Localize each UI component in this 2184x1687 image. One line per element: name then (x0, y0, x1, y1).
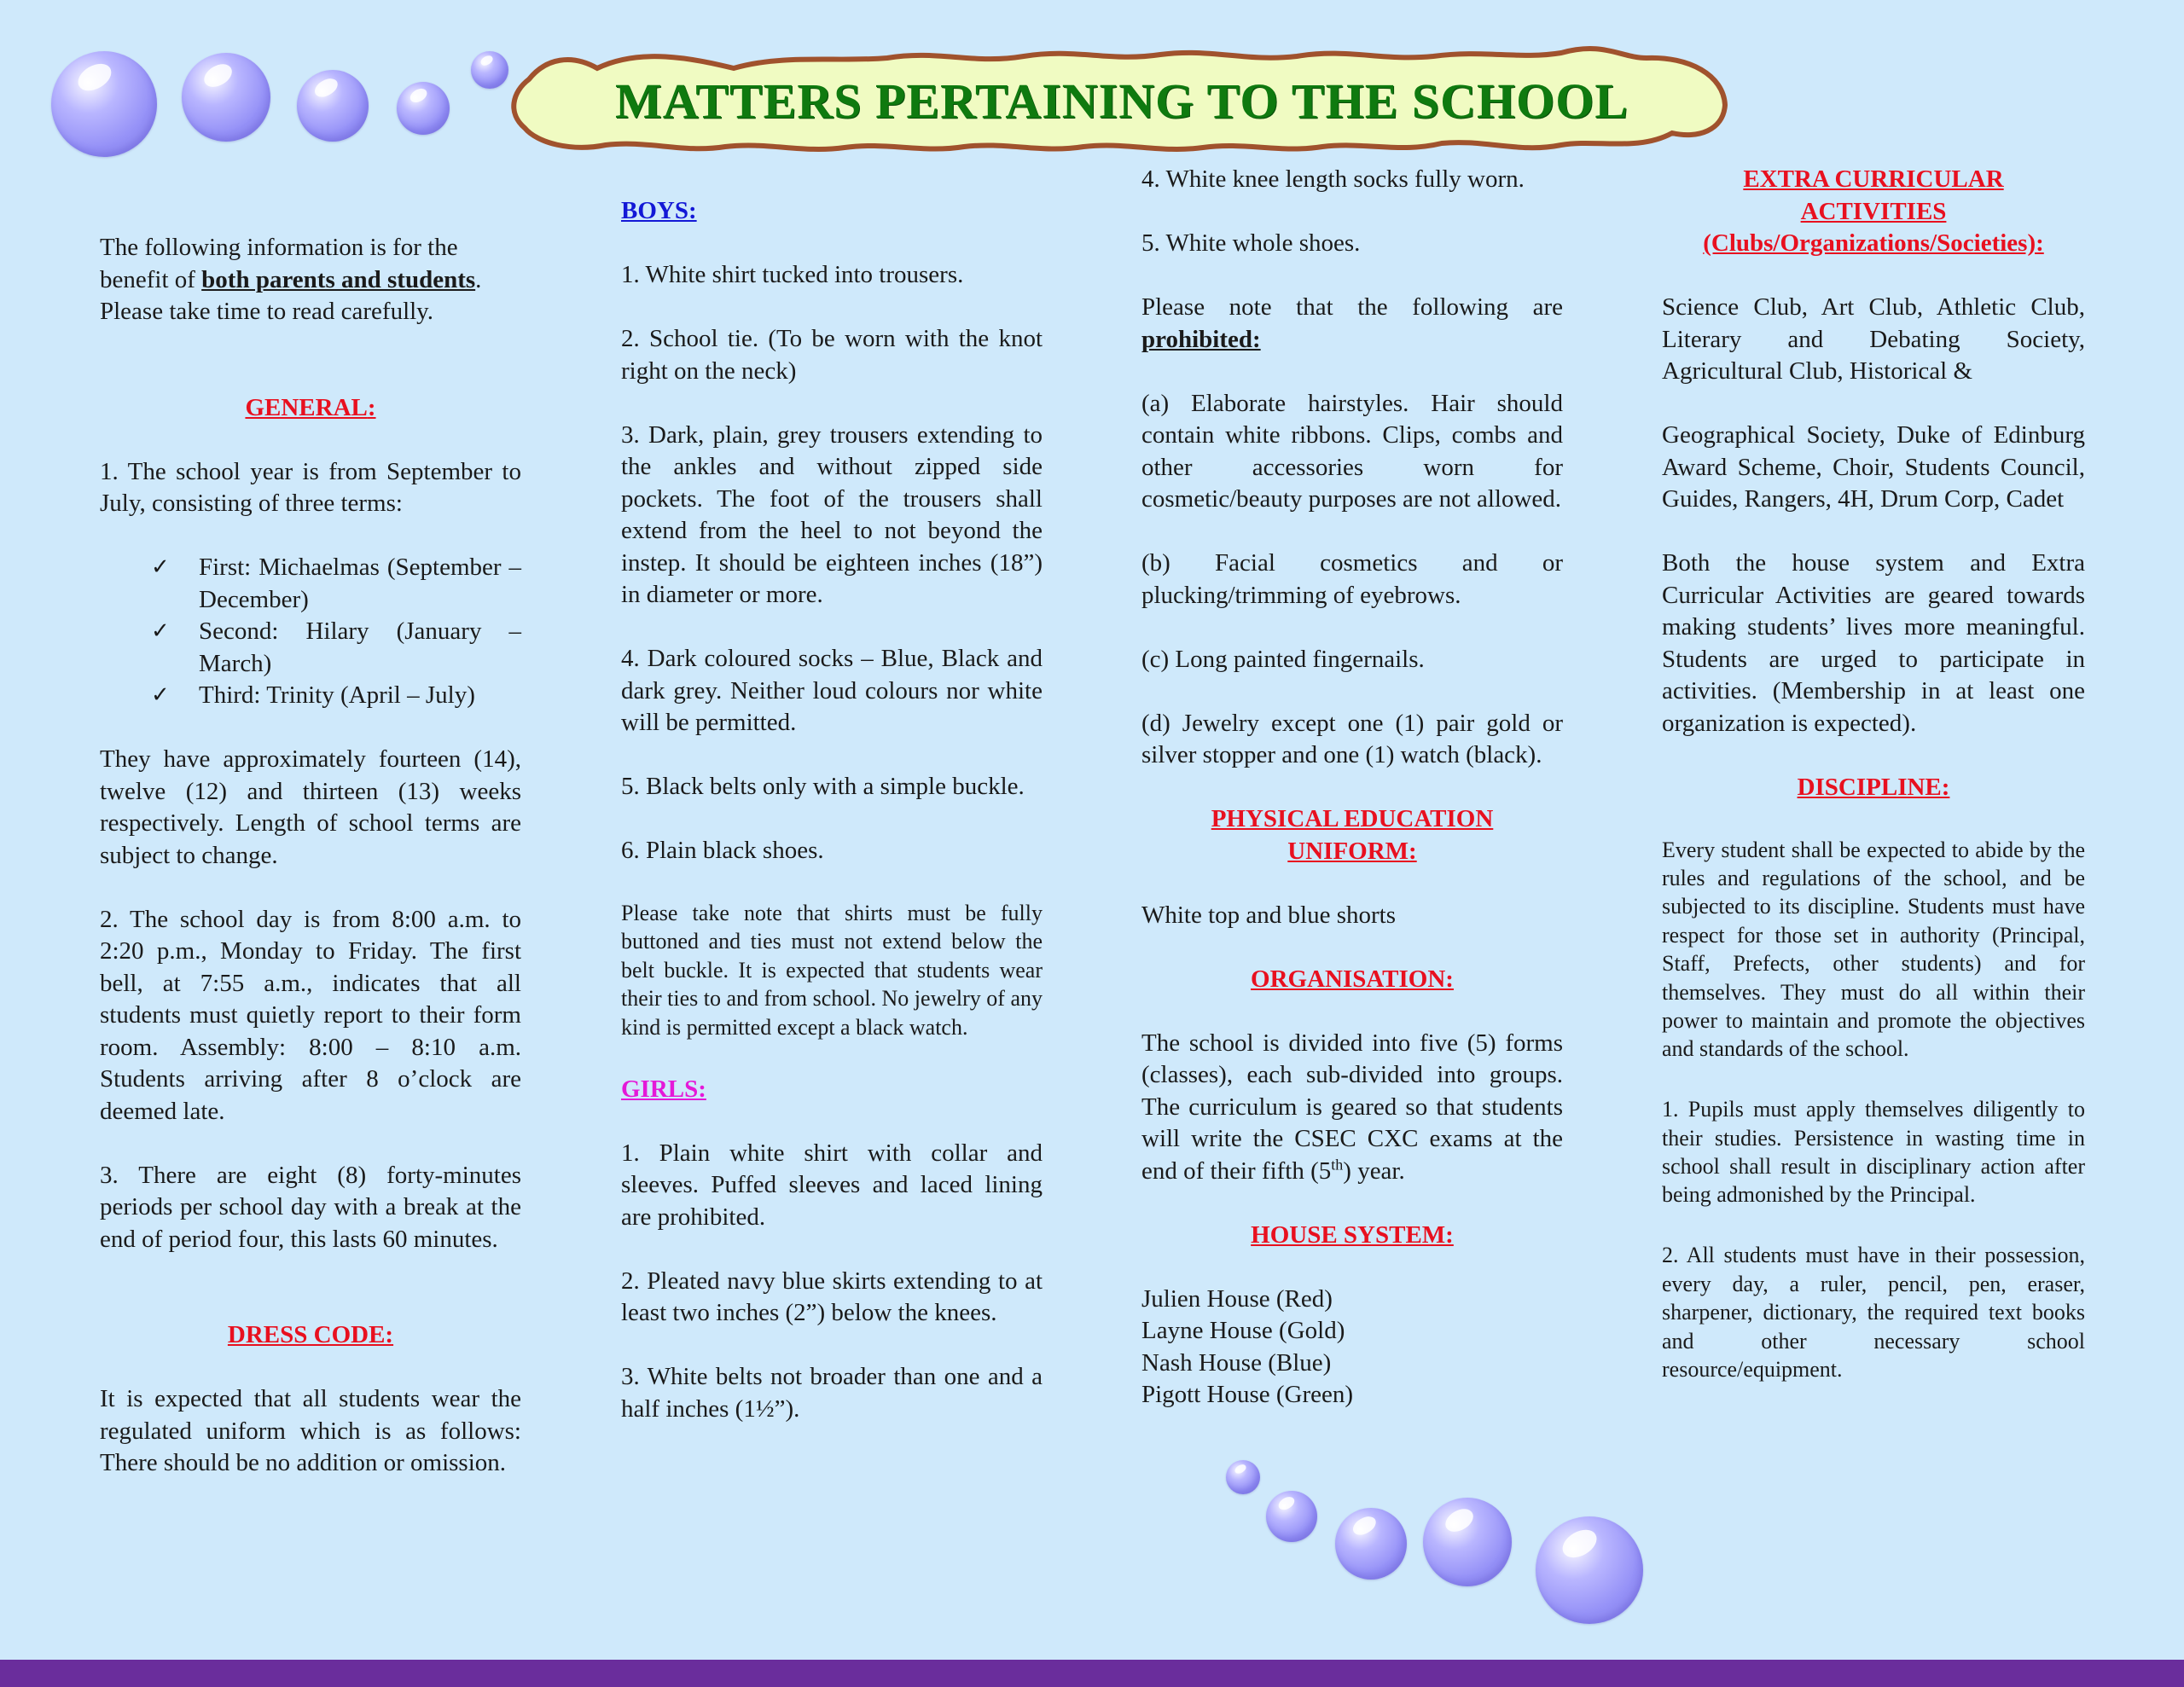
extra-curricular-heading: EXTRA CURRICULAR ACTIVITIES (Clubs/Organizations/Societies): (1703, 165, 2044, 257)
bubble-decoration (182, 53, 270, 142)
column-1 (100, 232, 521, 1480)
dress-code-heading: DRESS CODE: (227, 1321, 394, 1348)
house-item: Pigott House (Green) (1141, 1381, 1354, 1408)
organisation-text: The school is divided into five (5) forms (classes), each sub-divided into groups. The curriculum is geared so that students will write the CSEC CXC exams at the end of their fifth (5th) year. (1141, 1029, 1563, 1185)
discipline-item: 2. All students must have in their possession, every day, a ruler, pencil, pen, eraser, sharpener, dictionary, the required text books and other necessary school resource/equipment. (1662, 1243, 2085, 1382)
girls-item: 3. White belts not broader than one and a half inches (1½”). (621, 1363, 1043, 1423)
term-item: ✓ Third: Trinity (April – July) (151, 680, 521, 712)
check-icon: ✓ (151, 682, 170, 708)
boys-heading: BOYS: (621, 197, 697, 224)
organisation-heading: ORGANISATION: (1251, 965, 1454, 993)
general-item-3: 3. There are eight (8) forty-minutes periods per school day with a break at the end of period four, this lasts 60 minutes. (100, 1161, 521, 1253)
boys-item: 1. White shirt tucked into trousers. (621, 261, 964, 288)
prohibited-item: (d) Jewelry except one (1) pair gold or silver stopper and one (1) watch (black). (1141, 709, 1563, 768)
terms-list (100, 552, 521, 712)
bubble-decoration (297, 70, 369, 142)
boys-item: 2. School tie. (To be worn with the knot right on the neck) (621, 325, 1043, 385)
clubs-text: Science Club, Art Club, Athletic Club, Literary and Debating Society, Agricultural Club, Historical & (1662, 293, 2085, 385)
column-3 (1141, 164, 1563, 1412)
prohibited-intro: Please note that the following are prohibited: (1141, 293, 1563, 353)
prohibited-item: (b) Facial cosmetics and or plucking/trimming of eyebrows. (1141, 549, 1563, 609)
bubble-decoration (1266, 1491, 1317, 1542)
prohibited-item: (c) Long painted fingernails. (1141, 645, 1425, 673)
bubble-decoration (1335, 1508, 1407, 1580)
pe-text: White top and blue shorts (1141, 901, 1397, 929)
term-item: ✓ First: Michaelmas (September – December) (151, 554, 521, 613)
girls-item: 1. Plain white shirt with collar and sleeves. Puffed sleeves and laced lining are prohibited. (621, 1139, 1043, 1231)
intro-text: The following information is for the benefit of both parents and students. Please take time to read carefully. (100, 234, 482, 325)
bubble-decoration (1536, 1516, 1643, 1624)
general-item-1: 1. The school year is from September to July, consisting of three terms: (100, 457, 521, 517)
boys-item: 5. Black belts only with a simple buckle. (621, 773, 1025, 800)
boys-item: 4. Dark coloured socks – Blue, Black and dark grey. Neither loud colours nor white will be permitted. (621, 645, 1043, 736)
column-4 (1662, 164, 2085, 1383)
activities-text: Both the house system and Extra Curricular Activities are geared towards making students’ lives more meaningful. Students are urged to participate in activities. (Membership in at least one organization is expected). (1662, 549, 2085, 737)
bubble-decoration (397, 82, 450, 135)
clubs-text: Geographical Society, Duke of Edinburg Award Scheme, Choir, Students Council, Guides, Rangers, 4H, Drum Corp, Cadet (1662, 421, 2085, 513)
prohibited-word: prohibited: (1141, 325, 1261, 353)
boys-item: 3. Dark, plain, grey trousers extending to the ankles and without zipped side pockets. The foot of the trousers shall extend from the heel to not beyond the instep. It should be eighteen inches (18”) in diameter or more. (621, 420, 1043, 608)
pe-heading: PHYSICAL EDUCATION UNIFORM: (1211, 805, 1494, 865)
house-item: Layne House (Gold) (1141, 1317, 1345, 1344)
girls-item-5: 5. White whole shoes. (1141, 229, 1361, 257)
bubble-decoration (1226, 1460, 1260, 1494)
general-heading: GENERAL: (245, 393, 376, 421)
discipline-text: Every student shall be expected to abide by the rules and regulations of the school, and be subjected to its discipline. Students must have respect for those set in authority (Principal, Staff, Prefects, other students) and for themselves. They must do all within their power to maintain and promote the objectives and standards of the school. (1662, 837, 2085, 1062)
house-item: Julien House (Red) (1141, 1284, 1333, 1313)
discipline-heading: DISCIPLINE: (1797, 773, 1950, 801)
prohibited-item: (a) Elaborate hairstyles. Hair should contain white ribbons. Clips, combs and other accessories worn for cosmetic/beauty purposes are not allowed. (1141, 389, 1563, 513)
girls-heading: GIRLS: (621, 1075, 706, 1103)
weeks-text: They have approximately fourteen (14), twelve (12) and thirteen (13) weeks respectively. Length of school terms are subject to change. (100, 745, 521, 869)
intro-emphasis: both parents and students (201, 265, 476, 293)
boys-item: 6. Plain black shoes. (621, 837, 824, 864)
girls-item-4: 4. White knee length socks fully worn. (1141, 165, 1525, 193)
girls-item: 2. Pleated navy blue skirts extending to at least two inches (2”) below the knees. (621, 1267, 1043, 1327)
term-item: ✓ Second: Hilary (January – March) (151, 617, 521, 677)
bottom-bar (0, 1660, 2184, 1687)
title-banner (495, 32, 1749, 171)
dress-code-text: It is expected that all students wear the regulated uniform which is as follows: There should be no addition or omission. (100, 1385, 521, 1476)
house-item: Nash House (Blue) (1141, 1348, 1332, 1377)
check-icon: ✓ (151, 618, 170, 644)
column-2 (621, 195, 1043, 1425)
house-system-heading: HOUSE SYSTEM: (1251, 1220, 1454, 1249)
bubble-decoration (1423, 1498, 1512, 1586)
bubble-decoration (51, 51, 157, 157)
discipline-item: 1. Pupils must apply themselves diligently to their studies. Persistence in wasting time in school shall result in disciplinary action after being admonished by the Principal. (1662, 1097, 2085, 1208)
page-title: MATTERS PERTAINING TO THE SCHOOL (614, 73, 1629, 129)
boys-note: Please take note that shirts must be fully buttoned and ties must not extend below the belt buckle. It is expected that students wear their ties to and from school. No jewelry of any kind is permitted except a black watch. (621, 901, 1043, 1040)
check-icon: ✓ (151, 554, 170, 580)
general-item-2: 2. The school day is from 8:00 a.m. to 2:20 p.m., Monday to Friday. The first bell, at 7:55 a.m., indicates that all students must quietly report to their form room. Assembly: 8:00 – 8:10 a.m. Students arriving after 8 o’clock are deemed late. (100, 905, 521, 1125)
